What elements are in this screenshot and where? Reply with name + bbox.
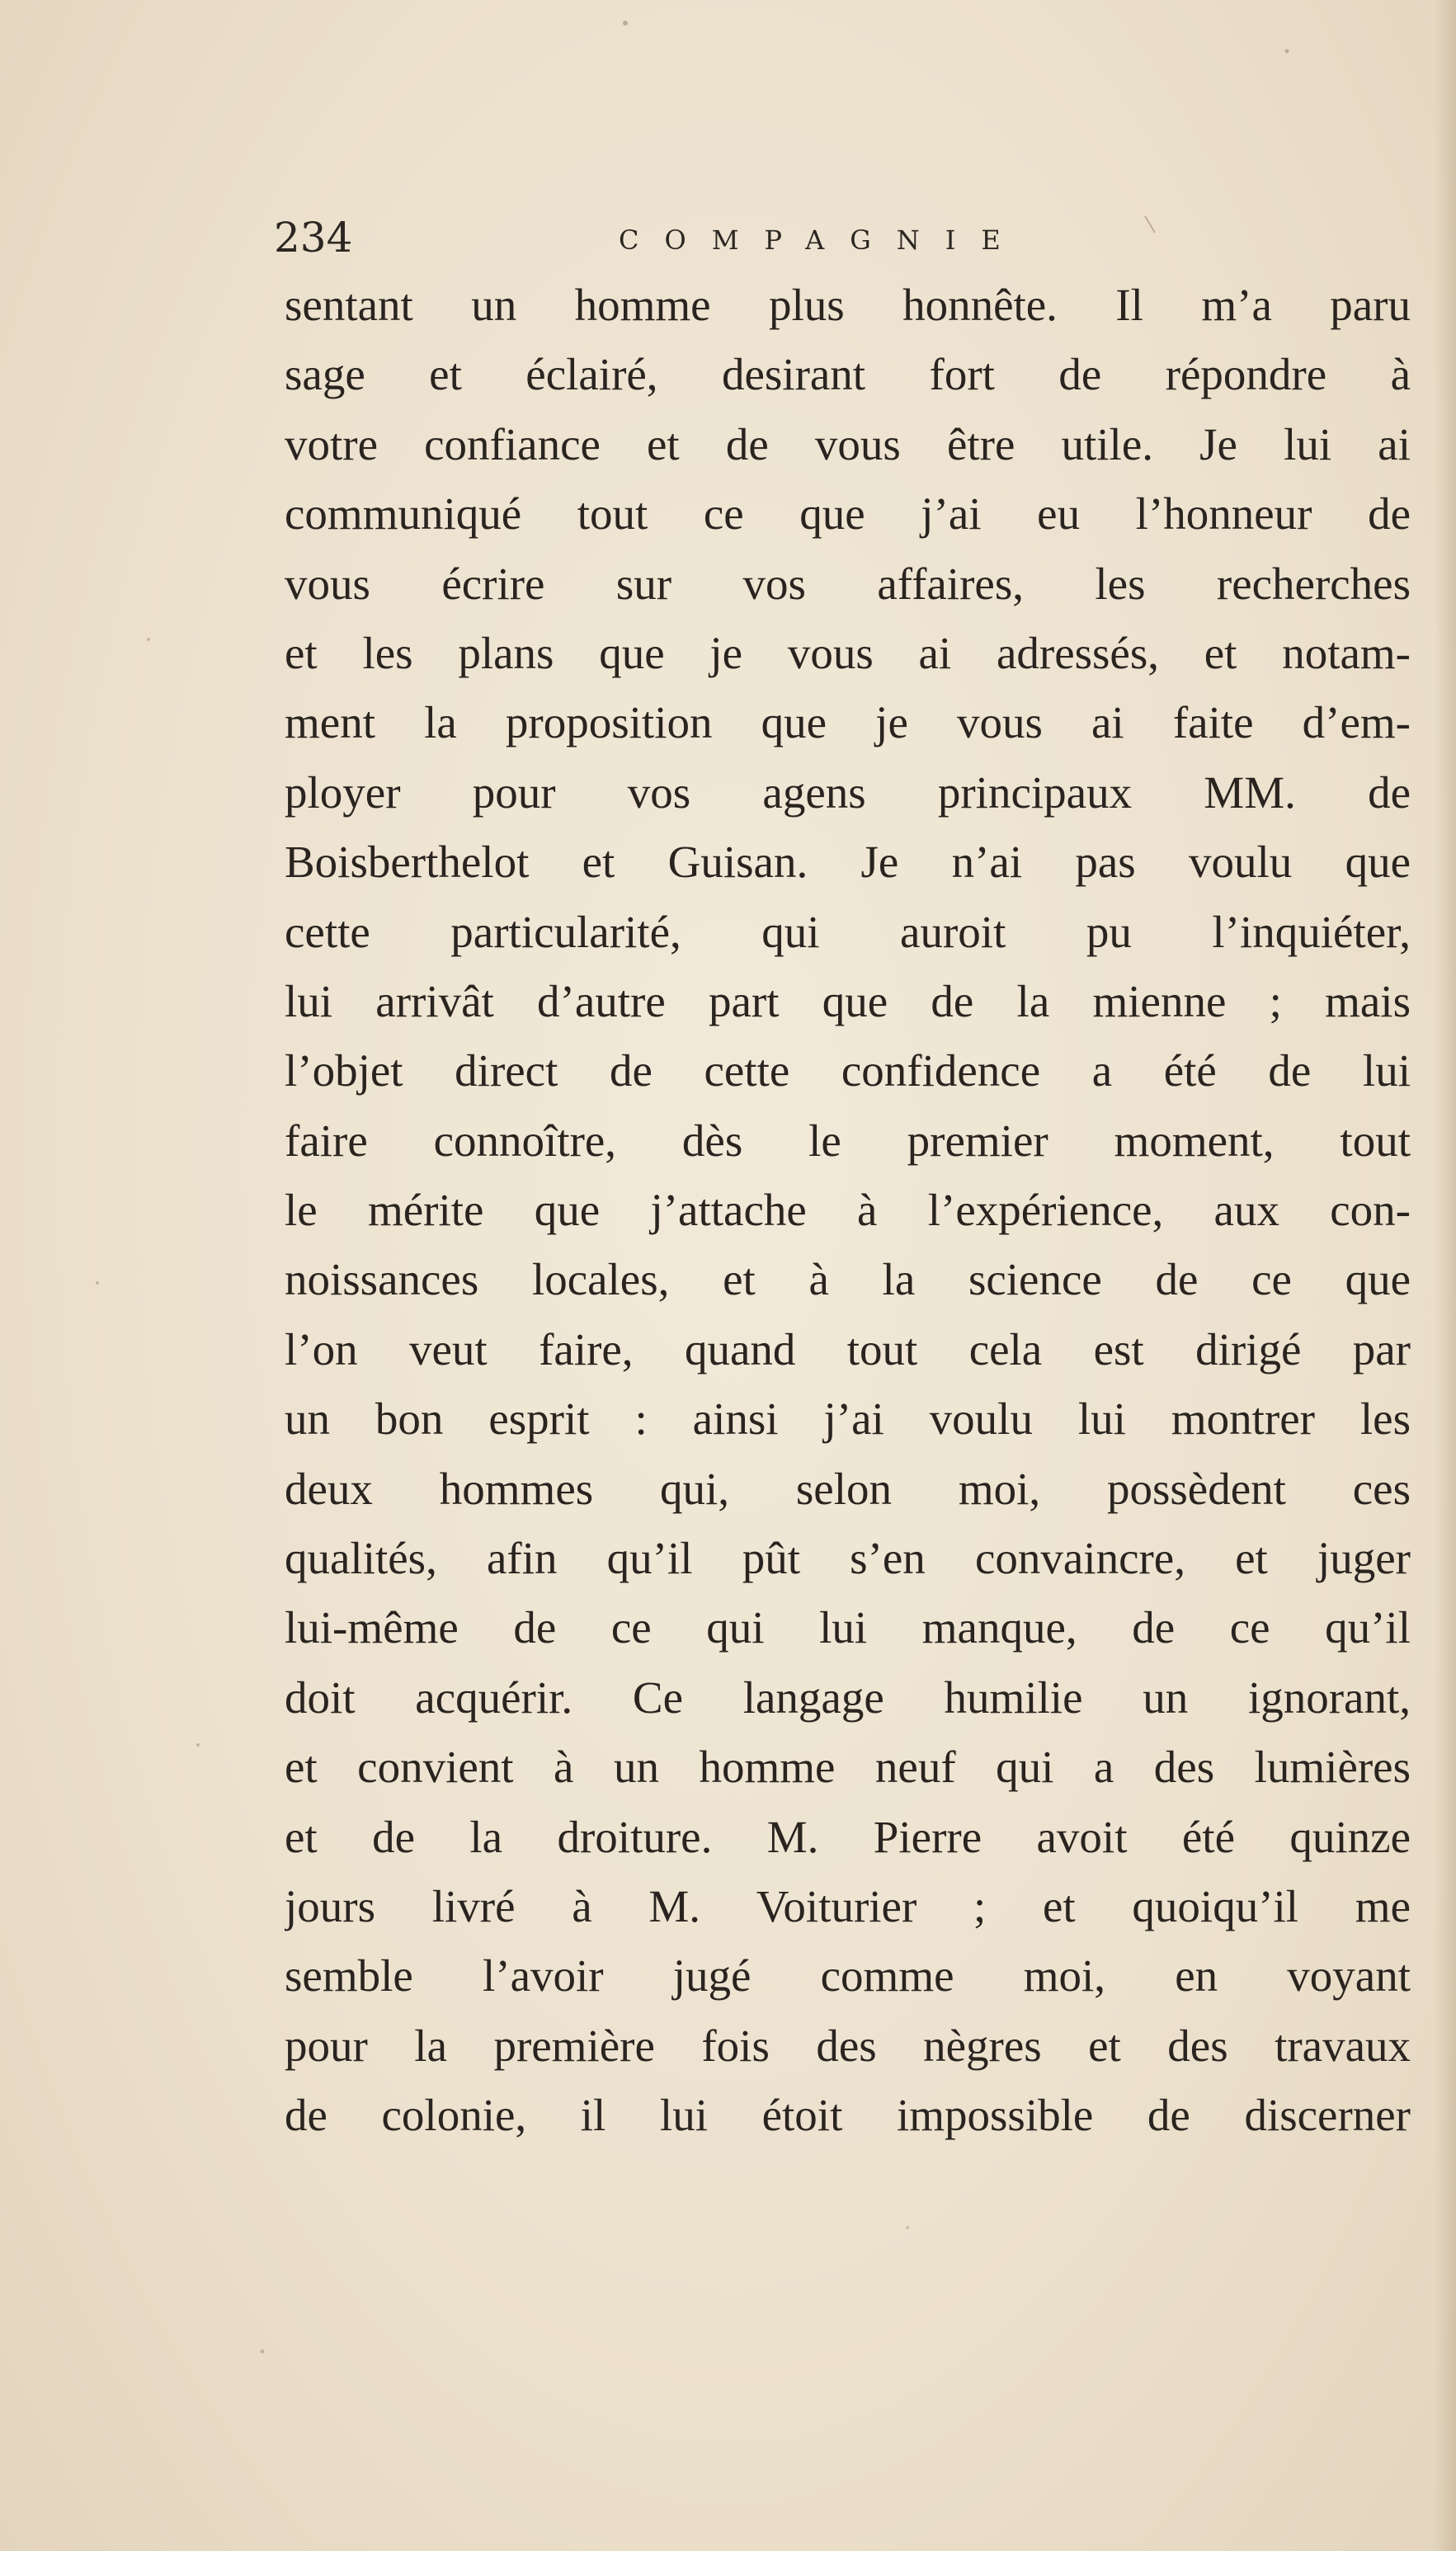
text-line: communiqué tout ce que j’ai eu l’honneur de: [285, 488, 1411, 540]
text-line: jours livré à M. Voiturier ; et quoiqu’il me: [285, 1880, 1411, 1931]
text-line: lui-même de ce qui lui manque, de ce qu’il: [285, 1602, 1411, 1653]
text-line: l’objet direct de cette confidence a été de lui: [285, 1045, 1411, 1096]
text-line: sage et éclairé, desirant fort de répondre à: [285, 349, 1411, 400]
text-line: et de la droiture. M. Pierre avoit été quinze: [285, 1811, 1411, 1862]
text-line: pour la première fois des nègres et des travaux: [285, 2020, 1411, 2071]
text-line: Boisberthelot et Guisan. Je n’ai pas voulu que: [285, 837, 1411, 888]
text-line: un bon esprit : ainsi j’ai voulu lui montrer les: [285, 1393, 1411, 1445]
text-line: semble l’avoir jugé comme moi, en voyant: [285, 1950, 1411, 2002]
text-line: sentant un homme plus honnête. Il m’a paru: [285, 280, 1411, 330]
running-head: COMPAGNIE: [619, 224, 1026, 256]
text-line: noissances locales, et à la science de ce que: [285, 1254, 1411, 1305]
page-header: [274, 213, 1429, 271]
text-line: ment la proposition que je vous ai faite d’em-: [285, 697, 1411, 748]
page-number: 234: [274, 214, 353, 262]
text-line: votre confiance et de vous être utile. Je lui ai: [285, 418, 1411, 469]
text-line: l’on veut faire, quand tout cela est dirigé par: [285, 1323, 1411, 1375]
text-line: lui arrivât d’autre part que de la mienne ; mais: [285, 975, 1411, 1026]
text-line: doit acquérir. Ce langage humilie un ignorant,: [285, 1672, 1411, 1723]
body-text: [285, 271, 1411, 2151]
text-line: deux hommes qui, selon moi, possèdent ces: [285, 1463, 1411, 1514]
text-line: de colonie, il lui étoit impossible de discerner: [285, 2090, 1411, 2141]
text-line: qualités, afin qu’il pût s’en convaincre, et juger: [285, 1533, 1411, 1584]
text-line: faire connoître, dès le premier moment, tout: [285, 1115, 1411, 1166]
text-line: et les plans que je vous ai adressés, et notam-: [285, 627, 1411, 678]
text-line: cette particularité, qui auroit pu l’inquiéter,: [285, 906, 1411, 957]
text-line: vous écrire sur vos affaires, les recherches: [285, 558, 1411, 609]
text-line: et convient à un homme neuf qui a des lumières: [285, 1742, 1411, 1793]
text-line: le mérite que j’attache à l’expérience, aux con-: [285, 1185, 1411, 1236]
text-line: ployer pour vos agens principaux MM. de: [285, 766, 1411, 818]
